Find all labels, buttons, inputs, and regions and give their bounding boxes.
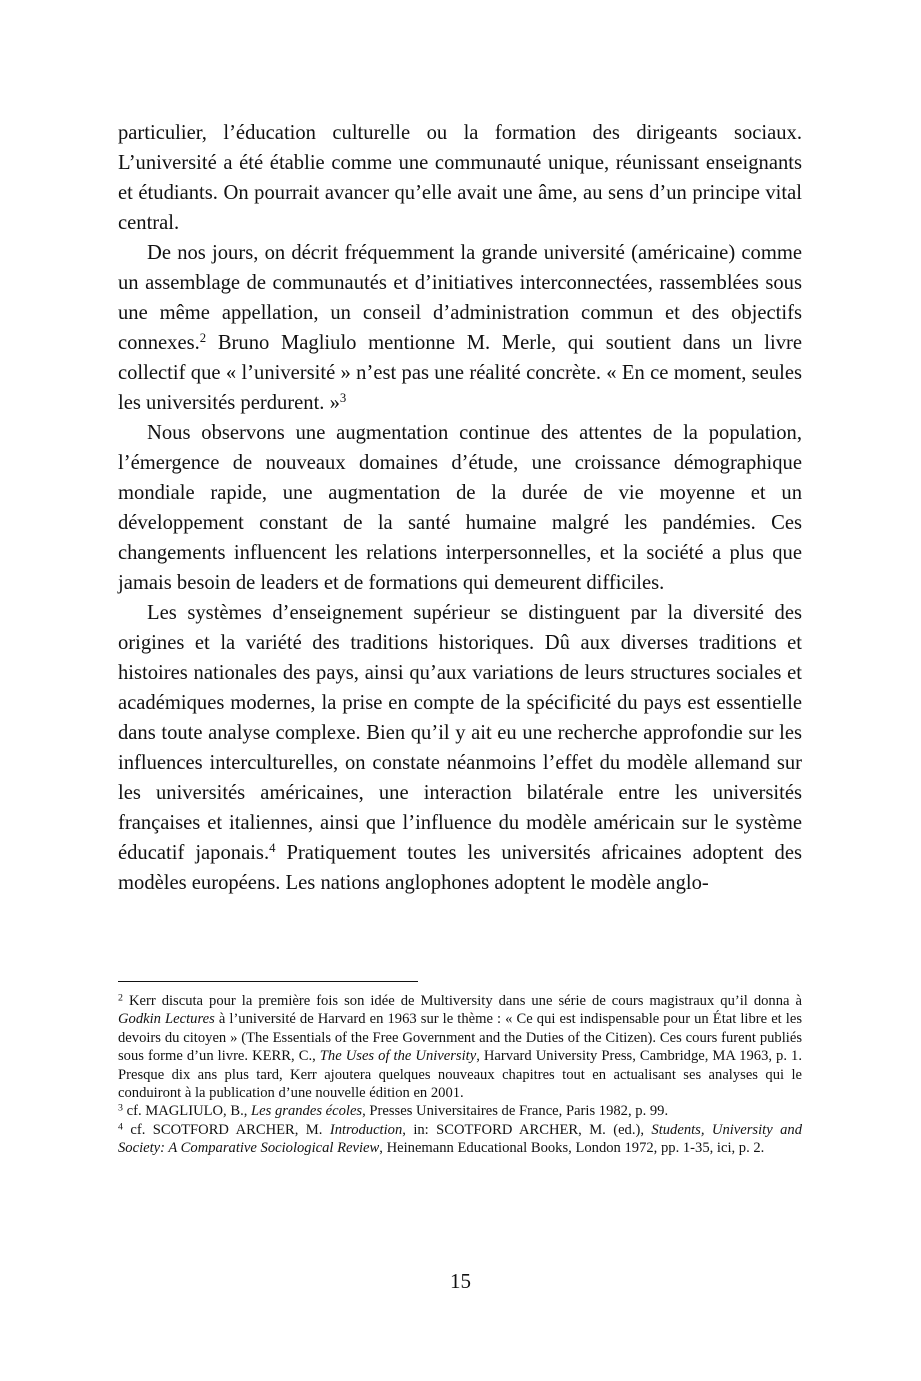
footnote-text: , in: SCOTFORD ARCHER, M. (ed.), [402,1121,652,1138]
footnote-text: , Harvard University Press, Cambridge, MA 1963, p. 1. Presque dix ans plus tard, Kerr ajoutera quelques nouveaux chapitres tout en actualisant ses analyses qui le conduiront à la publication d’une nouvelle édition en 2001. [118,1048,802,1102]
paragraph-3-text: Nous observons une augmentation continue des attentes de la population, l’émergence de nouveaux domaines d’étude, une croissance démographique mondiale rapide, une augmentation de la durée de vie moyenne et un développement constant de la santé humaine malgré les pandémies. Ces changements influencent les relations interpersonnelles, et la société a plus que jamais besoin de leaders et de formations qui demeurent difficiles. [118,422,802,594]
paragraph-2-text-b: Bruno Magliulo mentionne M. Merle, qui soutient dans un livre collectif que « l’université » n’est pas une réalité concrète. « En ce moment, seules les universités perdurent. » [118,332,802,414]
footnote-marker: 4 [118,1121,123,1133]
footnote-text: , Presses Universitaires de France, Paris 1982, p. 99. [362,1103,669,1120]
footnote-text: cf. MAGLIULO, B., [122,1103,252,1120]
footnote-italic: Godkin Lectures [118,1011,215,1028]
paragraph-1-text: particulier, l’éducation culturelle ou la formation des dirigeants sociaux. L’université a été établie comme une communauté unique, réunissant enseignants et étudiants. On pourrait avancer qu’elle avait une âme, au sens d’un principe vital central. [118,122,802,234]
footnote-2 [118,992,802,1102]
footnote-ref-2[interactable]: 2 [199,330,207,345]
footnote-marker: 3 [118,1102,123,1114]
paragraph-4-text-a: Les systèmes d’enseignement supérieur se distinguent par la diversité des origines et la variété des traditions historiques. Dû aux diverses traditions et histoires nationales des pays, ainsi qu’aux variations de leurs structures sociales et académiques modernes, la prise en compte de la spécificité du pays est essentielle dans toute analyse complexe. Bien qu’il y ait eu une recherche approfondie sur les influences interculturelles, on constate néanmoins l’effet du modèle allemand sur les universités américaines, une interaction bilatérale entre les universités françaises et italiennes, ainsi que l’influence du modèle américain sur le système éducatif japonais. [118,602,802,864]
footnote-italic: Students, University and Society: A Comparative Sociological Review [118,1121,802,1157]
footnote-4 [118,1121,802,1158]
body-text [118,118,802,898]
footnote-text: , Heinemann Educational Books, London 1972, pp. 1-35, ici, p. 2. [379,1140,765,1157]
footnote-marker: 2 [118,992,123,1004]
paragraph-2-text-a: De nos jours, on décrit fréquemment la grande université (américaine) comme un assemblage de communautés et d’initiatives interconnectées, rassemblées sous une même appellation, un conseil d’administration commun et des objectifs connexes. [118,242,802,354]
footnote-3 [118,1102,802,1120]
footnote-italic: The Uses of the University [319,1048,477,1065]
footnotes [118,992,802,1158]
footnote-ref-4[interactable]: 4 [269,840,276,855]
paragraph-3 [118,418,802,598]
paragraph-4-text-b: Pratiquement toutes les universités africaines adoptent des modèles européens. Les nations anglophones adoptent le modèle anglo- [118,842,802,894]
footnote-text: cf. SCOTFORD ARCHER, M. [122,1121,330,1138]
footnote-separator [118,981,418,982]
page-number: 15 [450,1269,471,1293]
footnote-italic: Les grandes écoles [251,1103,363,1120]
paragraph-4 [118,598,802,898]
paragraph-2 [118,238,802,418]
footnote-italic: Introduction [329,1121,403,1138]
footnote-ref-3[interactable]: 3 [339,390,347,405]
paragraph-1 [118,118,802,238]
footnote-text: Kerr discuta pour la première fois son idée de Multiversity dans une série de cours magistraux qu’il donna à [122,993,802,1009]
footnote-text: à l’université de Harvard en 1963 sur le thème : « Ce qui est indispensable pour un État libre et les devoirs du citoyen » (The Essentials of the Free Government and the Duties of the Citizen). Ces cours furent publiés sous forme d’un livre. KERR, C., [118,1011,803,1065]
